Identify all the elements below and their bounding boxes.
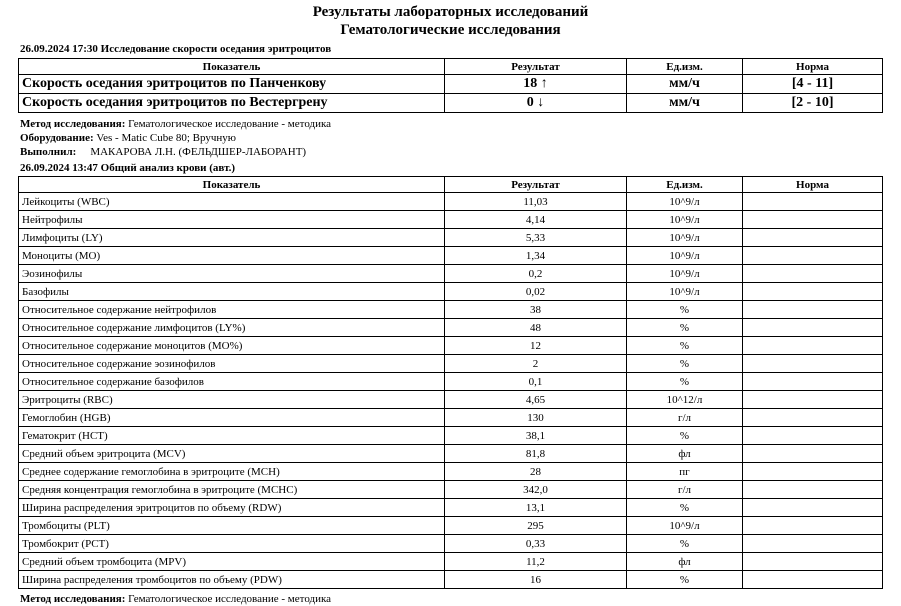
report-title: Результаты лабораторных исследований: [312, 4, 589, 20]
result-value: 18 ↑: [445, 75, 627, 94]
unit-value: 10^9/л: [627, 193, 743, 211]
equipment-value: Ves - Matic Cube 80; Вручную: [93, 132, 236, 144]
result-value: 28: [445, 463, 627, 481]
unit-value: %: [627, 319, 743, 337]
unit-value: мм/ч: [627, 94, 743, 113]
result-value: 2: [445, 355, 627, 373]
table-row: [19, 265, 883, 283]
table-row: [19, 391, 883, 409]
unit-value: г/л: [627, 409, 743, 427]
result-value: 0,33: [445, 535, 627, 553]
unit-value: %: [627, 301, 743, 319]
norm-value: [743, 247, 883, 265]
method-label: Метод исследования:: [20, 118, 126, 130]
norm-value: [743, 499, 883, 517]
norm-value: [743, 445, 883, 463]
column-header-norm: Норма: [743, 177, 883, 193]
table-row: [19, 571, 883, 589]
method-value: Гематологическое исследование - методика: [125, 593, 332, 605]
table-row: [19, 193, 883, 211]
unit-value: 10^9/л: [627, 247, 743, 265]
table-row: [19, 211, 883, 229]
indicator-name: Относительное содержание лимфоцитов (LY%): [19, 319, 445, 337]
table-row: [19, 463, 883, 481]
cbc-section-heading: 26.09.2024 13:47 Общий анализ крови (авт.): [20, 162, 236, 174]
norm-value: [743, 463, 883, 481]
indicator-name: Средний объем эритроцита (MCV): [19, 445, 445, 463]
table-row: [19, 445, 883, 463]
table-row: [19, 337, 883, 355]
cbc-table: [18, 176, 883, 589]
norm-value: [743, 301, 883, 319]
table-row: [19, 319, 883, 337]
norm-value: [743, 319, 883, 337]
esr-method-line: [20, 117, 331, 131]
indicator-name: Нейтрофилы: [19, 211, 445, 229]
table-row: [19, 409, 883, 427]
esr-performer-line: [20, 145, 306, 159]
result-value: 81,8: [445, 445, 627, 463]
result-value: 4,65: [445, 391, 627, 409]
norm-value: [743, 517, 883, 535]
unit-value: фл: [627, 445, 743, 463]
indicator-name: Эритроциты (RBC): [19, 391, 445, 409]
result-value: 38,1: [445, 427, 627, 445]
norm-value: [743, 553, 883, 571]
cbc-method-line: [20, 592, 331, 606]
result-value: 4,14: [445, 211, 627, 229]
norm-value: [2 - 10]: [743, 94, 883, 113]
unit-value: фл: [627, 553, 743, 571]
table-row: [19, 283, 883, 301]
indicator-name: Скорость оседания эритроцитов по Вестергрену: [19, 94, 445, 113]
table-row: [19, 229, 883, 247]
indicator-name: Относительное содержание базофилов: [19, 373, 445, 391]
norm-value: [743, 229, 883, 247]
indicator-name: Средний объем тромбоцита (MPV): [19, 553, 445, 571]
unit-value: 10^9/л: [627, 211, 743, 229]
table-row: [19, 301, 883, 319]
performer-value: МАКАРОВА Л.Н. (ФЕЛЬДШЕР-ЛАБОРАНТ): [90, 146, 307, 158]
esr-equipment-line: [20, 131, 236, 145]
unit-value: 10^9/л: [627, 265, 743, 283]
indicator-name: Тромбоциты (PLT): [19, 517, 445, 535]
result-value: 11,2: [445, 553, 627, 571]
performer-label: Выполнил:: [20, 146, 77, 158]
table-row: [19, 355, 883, 373]
equipment-label: Оборудование:: [20, 132, 94, 144]
unit-value: %: [627, 499, 743, 517]
esr-table: [18, 58, 883, 113]
table-row: [19, 373, 883, 391]
result-value: 11,03: [445, 193, 627, 211]
unit-value: 10^9/л: [627, 229, 743, 247]
result-value: 0,2: [445, 265, 627, 283]
result-value: 342,0: [445, 481, 627, 499]
indicator-name: Относительное содержание эозинофилов: [19, 355, 445, 373]
norm-value: [743, 355, 883, 373]
unit-value: %: [627, 427, 743, 445]
norm-value: [743, 391, 883, 409]
column-header-indicator: Показатель: [19, 59, 445, 75]
table-row: [19, 553, 883, 571]
norm-value: [743, 337, 883, 355]
column-header-norm: Норма: [743, 59, 883, 75]
method-value: Гематологическое исследование - методика: [125, 118, 332, 130]
indicator-name: Лимфоциты (LY): [19, 229, 445, 247]
indicator-name: Моноциты (MO): [19, 247, 445, 265]
result-value: 295: [445, 517, 627, 535]
result-value: 5,33: [445, 229, 627, 247]
unit-value: 10^9/л: [627, 517, 743, 535]
table-row: [19, 75, 883, 94]
column-header-result: Результат: [445, 177, 627, 193]
unit-value: %: [627, 373, 743, 391]
unit-value: мм/ч: [627, 75, 743, 94]
norm-value: [4 - 11]: [743, 75, 883, 94]
indicator-name: Гемоглобин (HGB): [19, 409, 445, 427]
table-row: [19, 499, 883, 517]
result-value: 0 ↓: [445, 94, 627, 113]
norm-value: [743, 409, 883, 427]
result-value: 1,34: [445, 247, 627, 265]
norm-value: [743, 193, 883, 211]
table-row: [19, 94, 883, 113]
indicator-name: Средняя концентрация гемоглобина в эритроците (MCHC): [19, 481, 445, 499]
norm-value: [743, 211, 883, 229]
result-value: 13,1: [445, 499, 627, 517]
unit-value: %: [627, 337, 743, 355]
unit-value: %: [627, 535, 743, 553]
indicator-name: Ширина распределения тромбоцитов по объему (PDW): [19, 571, 445, 589]
result-value: 0,1: [445, 373, 627, 391]
indicator-name: Среднее содержание гемоглобина в эритроците (MCH): [19, 463, 445, 481]
unit-value: 10^12/л: [627, 391, 743, 409]
column-header-unit: Ед.изм.: [627, 59, 743, 75]
norm-value: [743, 283, 883, 301]
report-subtitle: Гематологические исследования: [340, 22, 561, 38]
result-value: 130: [445, 409, 627, 427]
norm-value: [743, 481, 883, 499]
norm-value: [743, 265, 883, 283]
column-header-result: Результат: [445, 59, 627, 75]
method-label: Метод исследования:: [20, 593, 126, 605]
norm-value: [743, 535, 883, 553]
table-row: [19, 481, 883, 499]
unit-value: пг: [627, 463, 743, 481]
result-value: 0,02: [445, 283, 627, 301]
table-row: [19, 535, 883, 553]
indicator-name: Эозинофилы: [19, 265, 445, 283]
indicator-name: Базофилы: [19, 283, 445, 301]
indicator-name: Ширина распределения эритроцитов по объему (RDW): [19, 499, 445, 517]
norm-value: [743, 373, 883, 391]
norm-value: [743, 427, 883, 445]
table-row: [19, 517, 883, 535]
unit-value: 10^9/л: [627, 283, 743, 301]
result-value: 16: [445, 571, 627, 589]
esr-section-heading: 26.09.2024 17:30 Исследование скорости оседания эритроцитов: [20, 43, 332, 55]
indicator-name: Тромбокрит (PCT): [19, 535, 445, 553]
indicator-name: Относительное содержание нейтрофилов: [19, 301, 445, 319]
indicator-name: Лейкоциты (WBC): [19, 193, 445, 211]
column-header-unit: Ед.изм.: [627, 177, 743, 193]
table-row: [19, 247, 883, 265]
unit-value: %: [627, 355, 743, 373]
indicator-name: Скорость оседания эритроцитов по Панченкову: [19, 75, 445, 94]
indicator-name: Относительное содержание моноцитов (MO%): [19, 337, 445, 355]
table-row: [19, 427, 883, 445]
unit-value: %: [627, 571, 743, 589]
unit-value: г/л: [627, 481, 743, 499]
column-header-indicator: Показатель: [19, 177, 445, 193]
cbc-table-header: [19, 177, 883, 193]
indicator-name: Гематокрит (HCT): [19, 427, 445, 445]
norm-value: [743, 571, 883, 589]
esr-table-header: [19, 59, 883, 75]
result-value: 48: [445, 319, 627, 337]
result-value: 38: [445, 301, 627, 319]
result-value: 12: [445, 337, 627, 355]
